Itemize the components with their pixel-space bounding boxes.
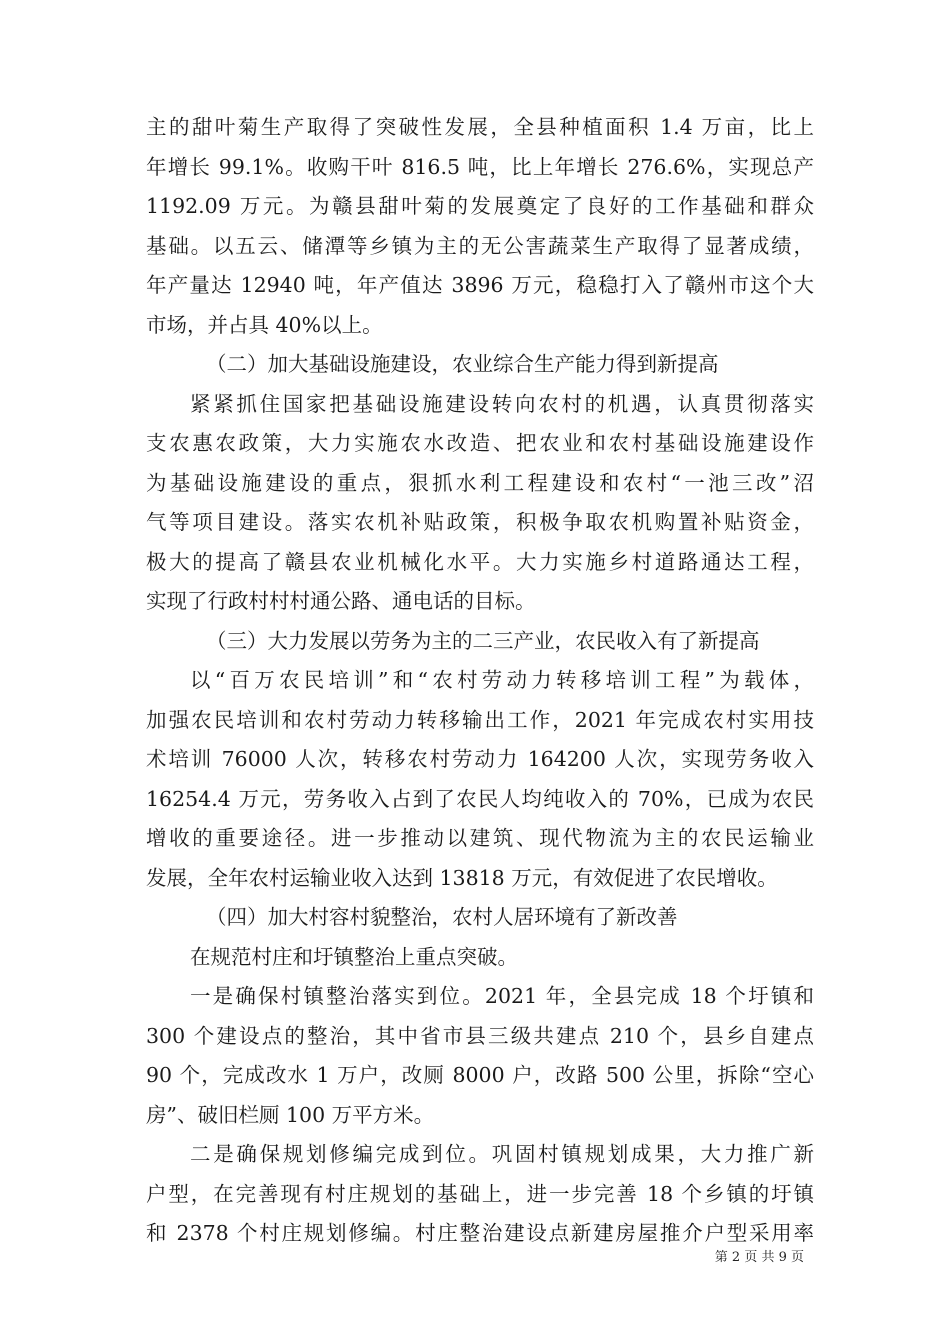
paragraph-first-line: 二是确保规划修编完成到位。巩固村镇规划成果，大力推广新 bbox=[190, 1142, 814, 1166]
text-line: 气等项目建设。落实农机补贴政策，积极争取农机购置补贴资金， bbox=[146, 510, 814, 534]
text-line: 房”、破旧栏厕 100 万平方米。 bbox=[146, 1102, 435, 1127]
text-line: 户型，在完善现有村庄规划的基础上，进一步完善 18 个乡镇的圩镇 bbox=[146, 1181, 814, 1206]
paragraph-first-line: 紧紧抓住国家把基础设施建设转向农村的机遇，认真贯彻落实 bbox=[190, 391, 814, 416]
text-line: 为基础设施建设的重点，狠抓水利工程建设和农村“一池三改”沼 bbox=[146, 470, 814, 495]
text-line: 16254.4 万元，劳务收入占到了农民人均纯收入的 70%，已成为农民 bbox=[146, 786, 814, 811]
text-line: 1192.09 万元。为赣县甜叶菊的发展奠定了良好的工作基础和群众 bbox=[146, 194, 814, 218]
text-line: 和 2378 个村庄规划修编。村庄整治建设点新建房屋推介户型采用率 bbox=[146, 1221, 814, 1245]
text-line: 300 个建设点的整治，其中省市县三级共建点 210 个，县乡自建点 bbox=[146, 1023, 814, 1048]
text-line: 术培训 76000 人次，转移农村劳动力 164200 人次，实现劳务收入 bbox=[146, 747, 814, 771]
text-line: 加强农民培训和农村劳动力转移输出工作，2021 年完成农村实用技 bbox=[146, 707, 814, 732]
text-line: 主的甜叶菊生产取得了突破性发展，全县种植面积 1.4 万亩，比上 bbox=[146, 115, 814, 139]
text-line: 年产量达 12940 吨，年产值达 3896 万元，稳稳打入了赣州市这个大 bbox=[146, 273, 814, 297]
text-line: 基础。以五云、储潭等乡镇为主的无公害蔬菜生产取得了显著成绩， bbox=[146, 233, 814, 258]
section-heading: （四）加大村容村貌整治，农村人居环境有了新改善 bbox=[206, 905, 678, 929]
section-heading: （三）大力发展以劳务为主的二三产业，农民收入有了新提高 bbox=[206, 628, 760, 653]
text-line: 市场，并占具 40%以上。 bbox=[146, 312, 383, 337]
text-line: 极大的提高了赣县农业机械化水平。大力实施乡村道路通达工程， bbox=[146, 549, 814, 574]
text-line: 增收的重要途径。进一步推动以建筑、现代物流为主的农民运输业 bbox=[146, 826, 814, 850]
section-heading: （二）加大基础设施建设，农业综合生产能力得到新提高 bbox=[206, 352, 719, 376]
paragraph-first-line: 以“百万农民培训”和“农村劳动力转移培训工程”为载体， bbox=[190, 668, 814, 692]
document-body bbox=[146, 108, 814, 1254]
page-indicator: 第 2 页 共 9 页 bbox=[714, 1250, 804, 1265]
paragraph-first-line: 一是确保村镇整治落实到位。2021 年，全县完成 18 个圩镇和 bbox=[190, 984, 814, 1008]
text-line: 实现了行政村村村通公路、通电话的目标。 bbox=[146, 589, 536, 613]
text-line: 90 个，完成改水 1 万户，改厕 8000 户，改路 500 公里，拆除“空心 bbox=[146, 1063, 814, 1087]
paragraph-first-line: 在规范村庄和圩镇整治上重点突破。 bbox=[190, 944, 518, 969]
text-line: 支农惠农政策，大力实施农水改造、把农业和农村基础设施建设作 bbox=[146, 431, 814, 455]
text-line: 年增长 99.1%。收购干叶 816.5 吨，比上年增长 276.6%，实现总产 bbox=[146, 154, 814, 179]
text-line: 发展，全年农村运输业收入达到 13818 万元，有效促进了农民增收。 bbox=[146, 865, 778, 890]
